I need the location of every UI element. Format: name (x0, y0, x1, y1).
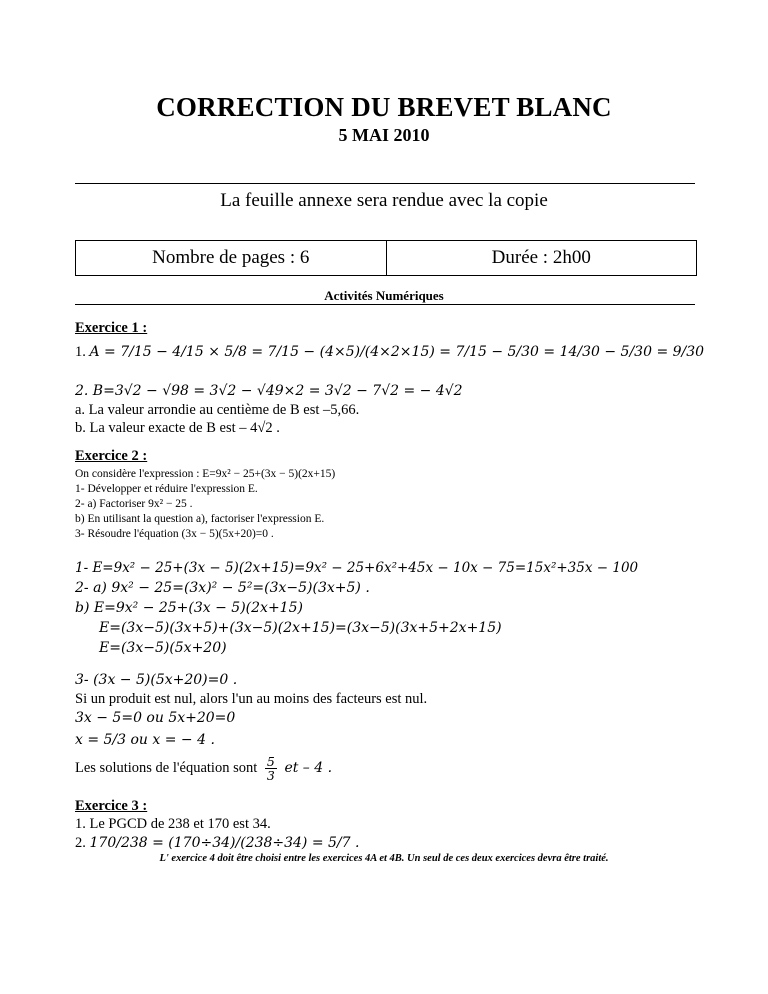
footer-note: L' exercice 4 doit être choisi entre les exercices 4A et 4B. Un seul de ces deux exercices devra être traité. (159, 853, 609, 864)
exercise-2-answer-2a: 2- a) 9x² − 25=(3x)² − 5²=(3x−5)(3x+5) . (75, 580, 370, 596)
exercise-1-line-3: a. La valeur arrondie au centième de B est –5,66. (75, 402, 360, 418)
exercise-2-question-3: 3- Résoudre l'équation (3x − 5)(5x+20)=0 . (75, 528, 274, 540)
exercise-2-answer-3-2: Si un produit est nul, alors l'un au moins des facteurs est nul. (75, 691, 428, 707)
page-count: Nombre de pages : 6 (152, 247, 310, 268)
solution-fraction: $\frac{5}{3}$ (266, 754, 275, 784)
exam-duration: Durée : 2h00 (386, 241, 697, 275)
solutions-label: Les solutions de l'équation sont (75, 759, 258, 776)
annexe-note: La feuille annexe sera rendue avec la copie (220, 190, 548, 211)
document-title: CORRECTION DU BREVET BLANC (156, 92, 612, 122)
section-title: Activités Numériques (324, 288, 444, 303)
exercise-3-heading: Exercice 3 : (75, 798, 148, 814)
divider-top (75, 183, 695, 184)
exercise-2-question-2a: 2- a) Factoriser 9x² − 25 . (75, 498, 193, 510)
pgcd-fraction-simplification: 170/238 = (170÷34)/(238÷34) = 5/7 . (89, 835, 360, 851)
info-box (75, 240, 697, 276)
document-date: 5 MAI 2010 (338, 125, 430, 145)
exercise-2-answer-1: 1- E=9x² − 25+(3x − 5)(2x+15)=9x² − 25+6x²+45x − 10x − 75=15x²+35x − 100 (75, 560, 639, 576)
exercise-1-line-2: 2. B=3√2 − √98 = 3√2 − √49×2 = 3√2 − 7√2 = − 4√2 (75, 383, 463, 399)
exercise-2-answer-2b-2: E=(3x−5)(3x+5)+(3x−5)(2x+15)=(3x−5)(3x+5+2x+15) (99, 620, 502, 636)
exercise-3-line-2 (75, 835, 359, 852)
exercise-2-statement: On considère l'expression : E=9x² − 25+(3x − 5)(2x+15) (75, 468, 336, 480)
exercise-2-question-1: 1- Développer et réduire l'expression E. (75, 483, 258, 495)
equation-a: A = 7/15 − 4/15 × 5/8 = 7/15 − (4×5)/(4×2×15) = 7/15 − 5/30 = 14/30 − 5/30 = 9/30 (89, 344, 705, 360)
exercise-1-line-4: b. La valeur exacte de B est – 4√2 . (75, 420, 280, 436)
exercise-1-heading: Exercice 1 : (75, 320, 148, 336)
exercise-2-answer-2b-3: E=(3x−5)(5x+20) (99, 640, 227, 656)
line-label: 1. (75, 344, 86, 360)
exercise-2-answer-3-1: 3- (3x − 5)(5x+20)=0 . (75, 672, 238, 688)
exercise-2-heading: Exercice 2 : (75, 448, 148, 464)
exercise-2-question-2b: b) En utilisant la question a), factoriser l'expression E. (75, 513, 325, 525)
exercise-2-answer-3-4: x = 5/3 ou x = − 4 . (75, 732, 215, 748)
exercise-1-line-1 (75, 344, 704, 361)
exercise-2-answer-3-3: 3x − 5=0 ou 5x+20=0 (75, 710, 236, 726)
solutions-end: et – 4 . (284, 759, 333, 776)
divider-section (75, 304, 695, 305)
line-label: 2. (75, 835, 86, 851)
exercise-2-solutions (75, 755, 332, 782)
exercise-2-answer-2b-1: b) E=9x² − 25+(3x − 5)(2x+15) (75, 600, 303, 616)
exercise-3-line-1: 1. Le PGCD de 238 et 170 est 34. (75, 816, 271, 832)
